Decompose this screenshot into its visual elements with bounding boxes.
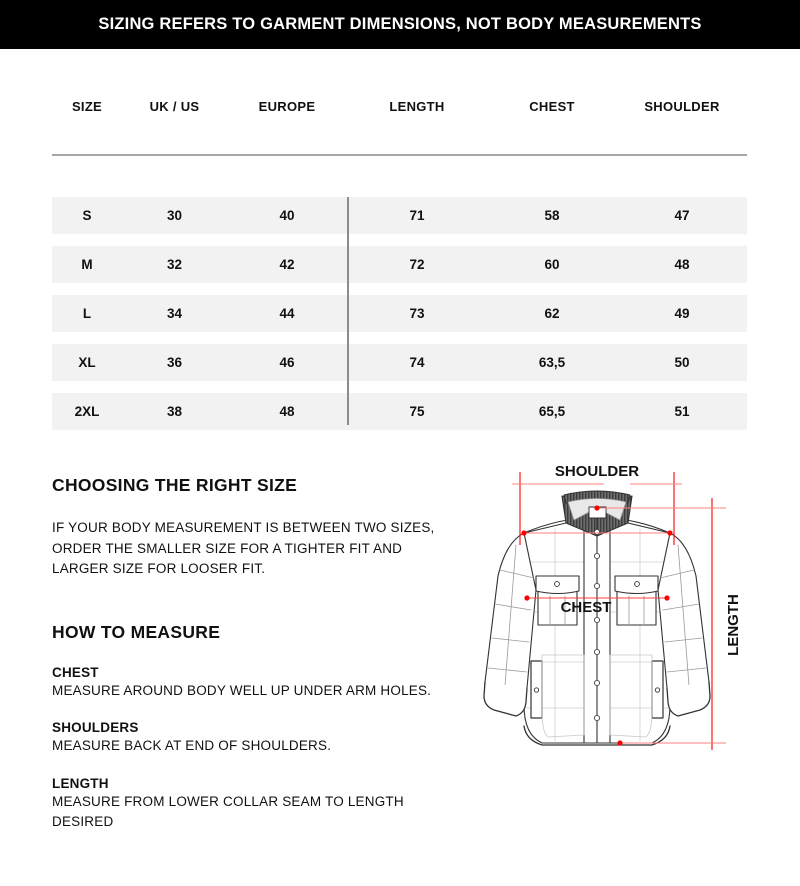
- table-row: [52, 197, 747, 234]
- table-body: [52, 197, 747, 442]
- cell-shoulder: 51: [674, 404, 690, 419]
- cell-shoulder: 48: [674, 257, 690, 272]
- column-header-uk-us: UK / US: [149, 98, 200, 114]
- table-row: [52, 393, 747, 430]
- left-cuff: [484, 682, 527, 716]
- cell-chest: 58: [544, 208, 560, 223]
- cell-size: M: [81, 257, 93, 272]
- cell-chest: 65,5: [538, 404, 566, 419]
- cell-length: 71: [409, 208, 425, 223]
- table-header-row: [52, 86, 747, 126]
- garment-diagram: [480, 450, 800, 790]
- info-section: [52, 475, 472, 833]
- right-cuff: [667, 682, 710, 716]
- hem-point: [617, 740, 622, 745]
- shoulder-point-left: [521, 530, 526, 535]
- measure-item-title: SHOULDERS: [52, 720, 139, 735]
- right-chest-pocket: [615, 576, 658, 625]
- column-header-europe: EUROPE: [258, 98, 316, 114]
- cell-uk-us: 30: [166, 208, 183, 223]
- table-column-divider: [347, 197, 349, 425]
- cell-uk-us: 32: [166, 257, 183, 272]
- cell-uk-us: 38: [166, 404, 183, 419]
- choosing-heading: CHOOSING THE RIGHT SIZE: [52, 475, 298, 495]
- measure-item-title: CHEST: [52, 664, 99, 680]
- length-label: LENGTH: [725, 594, 742, 656]
- measure-item-chest: [52, 665, 472, 702]
- cell-shoulder: 50: [674, 355, 690, 370]
- chest-point-left: [524, 595, 529, 600]
- column-header-shoulder: SHOULDER: [644, 98, 720, 114]
- cell-uk-us: 34: [166, 306, 183, 321]
- shoulder-label: SHOULDER: [554, 463, 640, 480]
- cell-chest: 60: [544, 257, 560, 272]
- chest-label: CHEST: [560, 599, 612, 616]
- chest-point-right: [664, 595, 669, 600]
- measure-item-text-line-1: MEASURE FROM LOWER COLLAR SEAM TO LENGTH: [52, 793, 404, 809]
- cell-europe: 42: [279, 257, 295, 272]
- table-row: [52, 295, 747, 332]
- shoulder-point-right: [667, 530, 672, 535]
- left-welt-pocket: [531, 661, 542, 718]
- choosing-line-3: LARGER SIZE FOR LOOSER FIT.: [52, 561, 266, 576]
- section-spacer: [52, 580, 472, 622]
- collar-seam-point: [594, 505, 599, 510]
- table-row: [52, 246, 747, 283]
- cell-uk-us: 36: [166, 355, 183, 370]
- cell-size: L: [82, 306, 92, 321]
- measure-item-length: [52, 776, 472, 833]
- measure-item-text: MEASURE AROUND BODY WELL UP UNDER ARM HOLES.: [52, 682, 432, 698]
- cell-length: 74: [409, 355, 425, 370]
- cell-length: 72: [409, 257, 425, 272]
- column-header-length: LENGTH: [389, 98, 445, 114]
- measure-item-text-line-2: DESIRED: [52, 814, 114, 829]
- cell-size: 2XL: [74, 404, 100, 419]
- header-banner: [0, 0, 800, 49]
- cell-size: XL: [78, 355, 96, 370]
- cell-shoulder: 49: [674, 306, 690, 321]
- cell-length: 75: [409, 404, 425, 419]
- measure-item-shoulders: [52, 720, 472, 757]
- table-row: [52, 344, 747, 381]
- banner-title: SIZING REFERS TO GARMENT DIMENSIONS, NOT BODY MEASUREMENTS: [98, 15, 702, 33]
- cell-europe: 40: [279, 208, 295, 223]
- choosing-line-1: IF YOUR BODY MEASUREMENT IS BETWEEN TWO SIZES,: [52, 520, 435, 535]
- measure-item-text: MEASURE BACK AT END OF SHOULDERS.: [52, 738, 332, 753]
- cell-europe: 44: [279, 306, 295, 321]
- how-to-measure-heading: HOW TO MEASURE: [52, 621, 221, 642]
- cell-europe: 48: [279, 404, 295, 419]
- cell-shoulder: 47: [674, 208, 690, 223]
- measure-item-title: LENGTH: [52, 775, 109, 791]
- cell-length: 73: [409, 306, 425, 321]
- cell-size: S: [82, 208, 92, 223]
- right-welt-pocket: [652, 661, 663, 718]
- cell-chest: 62: [544, 306, 560, 321]
- garment-illustration: [484, 491, 710, 745]
- size-table: [52, 86, 747, 419]
- choosing-line-2: ORDER THE SMALLER SIZE FOR A TIGHTER FIT AND: [52, 540, 403, 556]
- cell-europe: 46: [279, 355, 295, 370]
- column-header-size: SIZE: [71, 98, 103, 114]
- table-header-rule: [52, 154, 747, 156]
- column-header-chest: CHEST: [529, 98, 575, 114]
- cell-chest: 63,5: [538, 355, 566, 370]
